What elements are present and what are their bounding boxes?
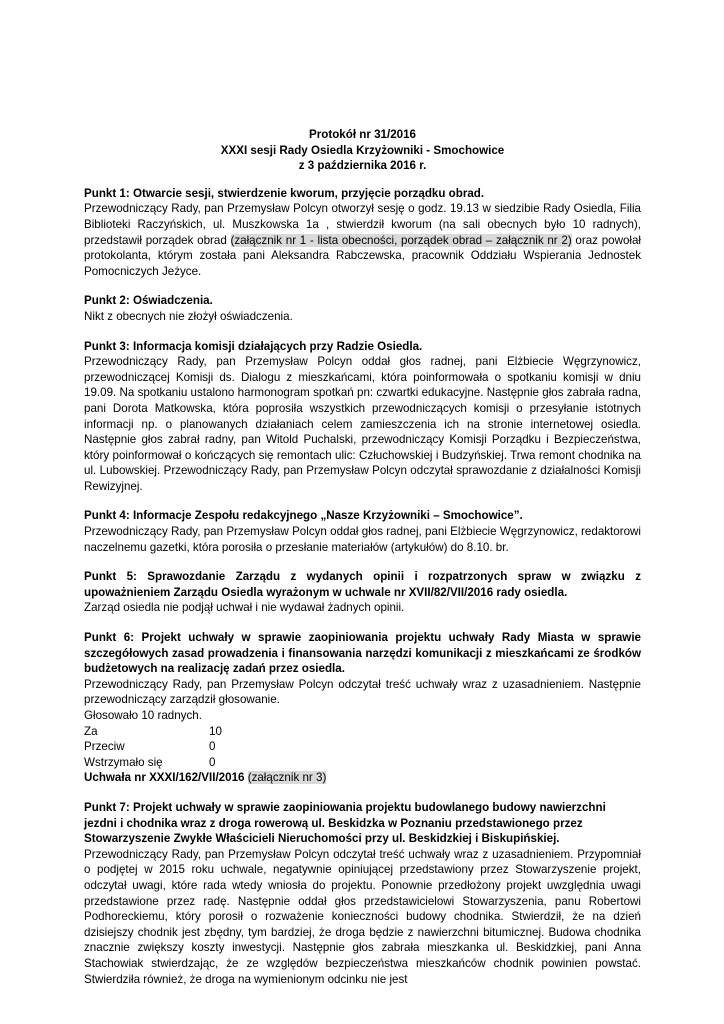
body-text: oraz powołał protokolanta, którym została pani Aleksandra Rabczewska, pracownik Oddziału Wspierania Jednostek Pomocniczych Jeżyce. [84,233,642,278]
section-punkt-7 [84,800,641,987]
section-heading: Punkt 7: Projekt uchwały w sprawie zaopiniowania projektu budowlanego budowy nawierzchni jezdni i chodnika wraz z droga rowerową ul. Beskidzka w Poznaniu przedstawionego przez Stowarzyszenie Zwykłe Właścicieli Nieruchomości przy ul. Beskidzkiej i Biskupińskiej. [84,800,606,846]
section-punkt-3 [84,339,641,495]
title-line-3: z 3 października 2016 r. [298,159,427,173]
section-heading: Punkt 5: Sprawozdanie Zarządu z wydanych opinii i rozpatrzonych spraw w związku z upoważnieniem Zarządu Osiedla wyrażonym w uchwale nr XVII/82/VII/2016 rady osiedla. [84,570,641,599]
section-punkt-1 [84,186,641,280]
vote-count: Głosowało 10 radnych. [84,709,202,722]
section-body: Nikt z obecnych nie złożył oświadczenia. [84,309,293,323]
section-heading: Punkt 4: Informacje Zespołu redakcyjnego „Nasze Krzyżowniki – Smochowice”. [84,509,523,523]
section-heading: Punkt 2: Oświadczenia. [84,294,213,308]
title-line-2: XXXI sesji Rady Osiedla Krzyżowniki - Smochowice [220,143,505,157]
vote-value: 0 [209,755,216,769]
section-body [84,201,641,279]
section-body: Przewodniczący Rady, pan Przemysław Polcyn odczytał treść uchwały wraz z uzasadnieniem. Następnie przewodniczący zarządził głosowanie. [84,677,641,707]
vote-label: Wstrzymało się [84,755,163,769]
section-heading: Punkt 3: Informacja komisji działających przy Radzie Osiedla. [84,339,423,353]
section-punkt-4 [84,508,641,555]
section-body: Zarząd osiedla nie podjął uchwał i nie wydawał żadnych opinii. [84,601,405,615]
vote-results [84,724,641,771]
section-body: Przewodniczący Rady, pan Przemysław Polcyn oddał głos radnej, pani Elżbiecie Węgrzynowicz, redaktorowi naczelnemu gazetki, która porosiła o przesłanie materiałów (artykułów) do 8.10. br. [84,525,641,554]
section-punkt-6 [84,630,641,786]
title-line-1: Protokół nr 31/2016 [309,128,416,141]
vote-value: 10 [209,724,222,738]
resolution-number: Uchwała nr XXXI/162/VII/2016 [84,771,245,785]
section-heading: Punkt 6: Projekt uchwały w sprawie zaopiniowania projektu uchwały Rady Miasta w sprawie szczegółowych zasad prowadzenia i finansowania narzędzi komunikacji z mieszkańcami ze środków budżetowych na realizację zadań przez osiedla. [84,631,641,676]
section-body: Przewodniczący Rady, pan Przemysław Polcyn odczytał treść uchwały wraz z uzasadnieniem. Przypomniał o podjętej w 2015 roku uchwale, negatywnie opiniującej przedstawiony przez Stowarzyszenie projekt, odczytał uwagi, które rada wtedy wniosła do projektu. Ponownie przedłożony projekt uwzględnia uwagi przedstawione przez radę. Następnie oddał głos przedstawicielowi Stowarzyszenia, panu Robertowi Podhoreckiemu, który porosił o rozważenie konieczności budowy chodnika. Stwierdził, że na dzień dzisiejszy chodnik jest zbędny, tym bardziej, że droga będzie z nawierzchni bitumicznej. Budowa chodnika znacznie zwiększy koszty inwestycji. Następnie głos zabrała mieszkanka ul. Beskidzkiej, pani Anna Stachowiak stwierdzając, że ze względów bezpieczeństwa mieszkańców chodnik powinien powstać. Stwierdziła również, że droga na wymienionym odcinku nie jest [84,847,641,986]
attachment-highlight: (załącznik nr 3) [247,771,327,785]
section-punkt-2 [84,293,641,324]
section-heading: Punkt 1: Otwarcie sesji, stwierdzenie kworum, przyjęcie porządku obrad. [84,186,485,200]
vote-label: Przeciw [84,740,125,754]
document-title [84,127,641,174]
attachment-highlight: (załącznik nr 1 - lista obecności, porządek obrad – załącznik nr 2) [230,233,572,247]
document-page [84,127,641,1001]
section-punkt-5 [84,569,641,616]
resolution-line [84,770,641,786]
vote-label: Za [84,724,98,738]
vote-value: 0 [209,740,216,754]
section-body: Przewodniczący Rady, pan Przemysław Polcyn oddał głos radnej, pani Elżbiecie Węgrzynowicz, przewodniczącej Komisji ds. Dialogu z mieszkańcami, która poinformowała o spotkaniu komisji w dniu 19.09. Na spotkaniu ustalono harmonogram spotkań pn: czwartki edukacyjne. Następnie głos zabrała radna, pani Dorota Matkowska, która poprosiła wszystkich przewodniczących komisji o przesyłanie istotnych informacji np. o planowanych działaniach celem zamieszczenia ich na stronie internetowej osiedla. Następnie głos zabrał radny, pan Witold Puchalski, przewodniczący Komisji Porządku i Bezpieczeństwa, który poinformował o kończących się remontach ulic: Człuchowskiej i Budzyńskiej. Trwa remont chodnika na ul. Lubowskiej. Przewodniczący Rady, pan Przemysław Polcyn odczytał sprawozdanie z działalności Komisji Rewizyjnej. [84,355,641,493]
body-text: Przewodniczący Rady, pan Przemysław Polcyn otworzył sesję o godz. 19.13 w siedzibie Rady Osiedla, Filia Biblioteki Raczyńskich, ul. Muszkowska 1a , stwierdził kworum (na sali obecnych było 10 radnych), przedstawił porządek obrad [84,202,641,247]
